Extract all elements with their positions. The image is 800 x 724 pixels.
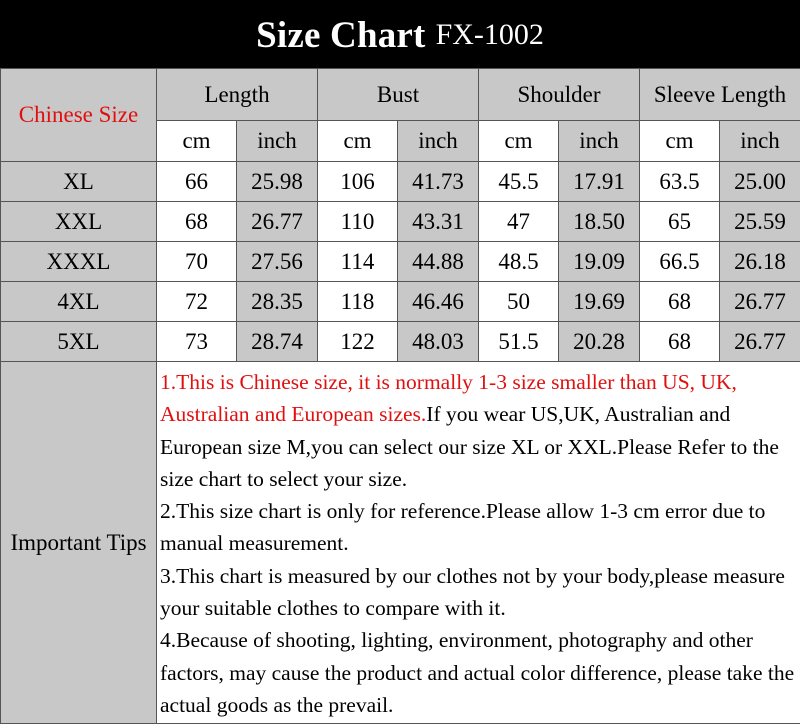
size-chart-table xyxy=(0,68,800,724)
value-cell: 51.5 xyxy=(479,322,559,362)
unit-header-inch: inch xyxy=(237,121,318,162)
value-cell: 41.73 xyxy=(398,162,479,202)
value-cell: 72 xyxy=(157,282,237,322)
value-cell: 26.18 xyxy=(720,242,800,282)
value-cell: 18.50 xyxy=(559,202,640,242)
value-cell: 68 xyxy=(157,202,237,242)
measure-header-length: Length xyxy=(157,69,318,121)
tip-1-highlight: This is Chinese size, it is normally 1-3 size smaller than US, UK, Australian and European sizes. xyxy=(160,370,737,426)
unit-header-inch: inch xyxy=(720,121,800,162)
value-cell: 28.35 xyxy=(237,282,318,322)
value-cell: 106 xyxy=(318,162,398,202)
value-cell: 19.69 xyxy=(559,282,640,322)
value-cell: 66 xyxy=(157,162,237,202)
tip-4: 4.Because of shooting, lighting, environment, photography and other factors, may cause the product and actual color difference, please take the actual goods as the prevail. xyxy=(160,624,796,721)
value-cell: 66.5 xyxy=(640,242,720,282)
value-cell: 122 xyxy=(318,322,398,362)
value-cell: 114 xyxy=(318,242,398,282)
value-cell: 25.00 xyxy=(720,162,800,202)
measure-header-shoulder: Shoulder xyxy=(479,69,640,121)
value-cell: 110 xyxy=(318,202,398,242)
value-cell: 118 xyxy=(318,282,398,322)
value-cell: 43.31 xyxy=(398,202,479,242)
value-cell: 17.91 xyxy=(559,162,640,202)
table-row xyxy=(1,322,800,362)
value-cell: 25.59 xyxy=(720,202,800,242)
unit-header-cm: cm xyxy=(479,121,559,162)
unit-header-cm: cm xyxy=(157,121,237,162)
value-cell: 28.74 xyxy=(237,322,318,362)
value-cell: 63.5 xyxy=(640,162,720,202)
table-row xyxy=(1,282,800,322)
tip-1-number: 1. xyxy=(160,370,176,394)
value-cell: 26.77 xyxy=(720,322,800,362)
value-cell: 20.28 xyxy=(559,322,640,362)
measure-header-sleeve-length: Sleeve Length xyxy=(640,69,800,121)
unit-header-cm: cm xyxy=(318,121,398,162)
value-cell: 68 xyxy=(640,322,720,362)
tip-3: 3.This chart is measured by our clothes not by your body,please measure your suitable clothes to compare with it. xyxy=(160,560,796,625)
unit-header-inch: inch xyxy=(398,121,479,162)
measure-header-bust: Bust xyxy=(318,69,479,121)
value-cell: 48.03 xyxy=(398,322,479,362)
table-row xyxy=(1,202,800,242)
page-title: Size Chart xyxy=(256,14,426,57)
value-cell: 65 xyxy=(640,202,720,242)
size-cell: XXL xyxy=(1,202,157,242)
size-cell: 4XL xyxy=(1,282,157,322)
header-row-measures xyxy=(1,69,800,121)
value-cell: 70 xyxy=(157,242,237,282)
value-cell: 47 xyxy=(479,202,559,242)
value-cell: 68 xyxy=(640,282,720,322)
value-cell: 48.5 xyxy=(479,242,559,282)
chinese-size-header: Chinese Size xyxy=(1,69,157,162)
value-cell: 44.88 xyxy=(398,242,479,282)
tip-2: 2.This size chart is only for reference.Please allow 1-3 cm error due to manual measurement. xyxy=(160,495,796,560)
value-cell: 45.5 xyxy=(479,162,559,202)
tips-row xyxy=(1,362,800,724)
value-cell: 46.46 xyxy=(398,282,479,322)
size-cell: XL xyxy=(1,162,157,202)
value-cell: 25.98 xyxy=(237,162,318,202)
tip-1 xyxy=(160,366,796,495)
size-cell: 5XL xyxy=(1,322,157,362)
value-cell: 26.77 xyxy=(720,282,800,322)
value-cell: 73 xyxy=(157,322,237,362)
size-cell: XXXL xyxy=(1,242,157,282)
unit-header-cm: cm xyxy=(640,121,720,162)
title-bar xyxy=(0,0,800,68)
value-cell: 50 xyxy=(479,282,559,322)
product-code: FX-1002 xyxy=(436,18,544,52)
unit-header-inch: inch xyxy=(559,121,640,162)
important-tips-label: Important Tips xyxy=(1,362,157,724)
table-row xyxy=(1,242,800,282)
tip-1-text: If you wear US,UK, Australian and European size M,you can select our size XL or XXL.Please Refer to the size chart to select your size. xyxy=(160,402,779,491)
value-cell: 26.77 xyxy=(237,202,318,242)
value-cell: 27.56 xyxy=(237,242,318,282)
table-row xyxy=(1,162,800,202)
tips-content xyxy=(157,362,800,724)
value-cell: 19.09 xyxy=(559,242,640,282)
